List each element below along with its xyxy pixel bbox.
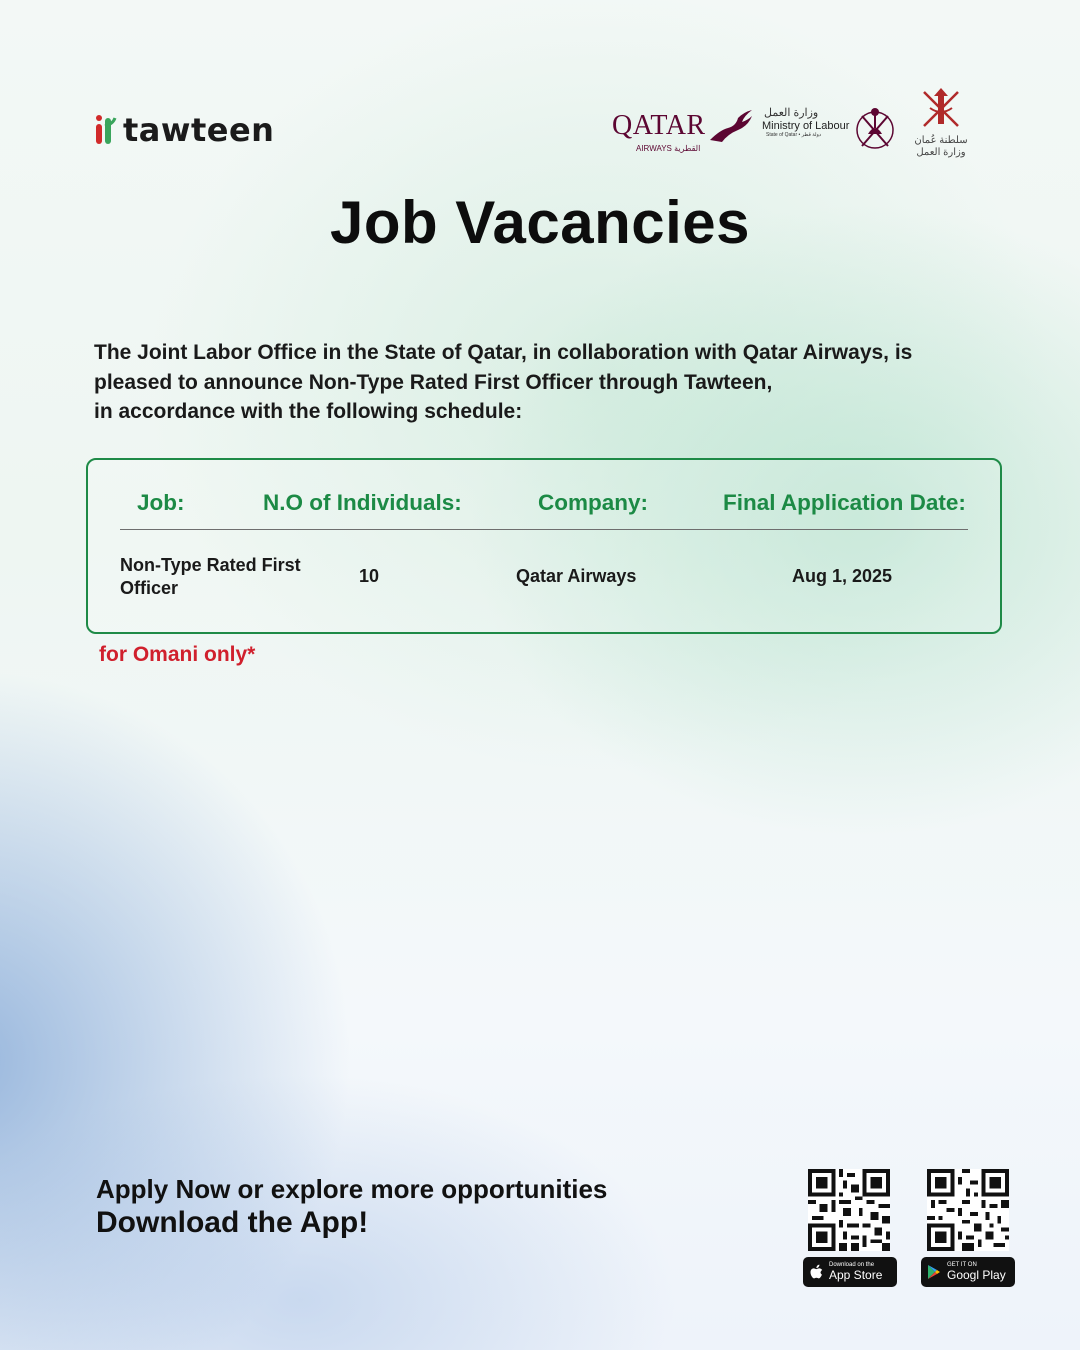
ministry-labour-logo xyxy=(760,106,900,156)
google-play-qr-code[interactable] xyxy=(927,1169,1009,1251)
qatar-emblem-icon xyxy=(852,106,898,154)
cell-job-line: Non-Type Rated First xyxy=(120,555,301,575)
qatar-airways-sub-en: AIRWAYS xyxy=(636,144,672,153)
cell-company: Qatar Airways xyxy=(516,566,637,586)
cell-job-line: Officer xyxy=(120,578,179,598)
google-play-icon xyxy=(927,1264,941,1280)
intro-paragraph xyxy=(94,338,994,427)
eligibility-note: for Omani only* xyxy=(99,643,256,666)
qatar-airways-logo xyxy=(612,112,757,156)
oman-ministry-name: سلطنة عُمان وزارة العمل xyxy=(914,135,968,158)
vacancy-table xyxy=(86,458,1002,634)
ministry-name-ar: وزارة العمل xyxy=(764,107,819,119)
oman-emblem-icon xyxy=(908,86,974,130)
header-final-date: Final Application Date: xyxy=(723,490,966,515)
cta-text: Apply Now or explore more opportunities xyxy=(96,1174,608,1204)
table-divider xyxy=(120,529,968,530)
tawteen-wordmark: tawteen xyxy=(123,111,275,149)
intro-line: pleased to announce Non-Type Rated First Officer through Tawteen, xyxy=(94,370,773,394)
ministry-state: State of Qatar • دولة قطر xyxy=(766,132,822,138)
apple-icon xyxy=(809,1264,823,1281)
intro-line: in accordance with the following schedule: xyxy=(94,400,523,423)
app-store-small-text: Download on the xyxy=(829,1262,875,1268)
tawteen-logo xyxy=(95,112,274,148)
header-individuals: N.O of Individuals: xyxy=(263,490,462,515)
google-play-button[interactable] xyxy=(921,1257,1015,1287)
cell-final-date: Aug 1, 2025 xyxy=(792,566,893,586)
cell-job xyxy=(120,554,301,600)
cell-individuals: 10 xyxy=(359,566,380,586)
google-play-label: Googl Play xyxy=(947,1268,1006,1282)
app-store-qr-code[interactable] xyxy=(808,1169,890,1251)
tawteen-mark-icon xyxy=(95,114,117,146)
oman-ministry-logo xyxy=(908,86,974,158)
header-job: Job: xyxy=(137,490,185,515)
app-store-label: App Store xyxy=(829,1268,883,1282)
google-play-small-text: GET IT ON xyxy=(947,1262,977,1268)
qatar-airways-name: QATAR xyxy=(612,110,706,141)
header-company: Company: xyxy=(538,490,649,515)
ministry-name-en: Ministry of Labour xyxy=(762,120,850,132)
app-store-button[interactable] xyxy=(803,1257,897,1287)
qatar-airways-sub-ar: القطرية xyxy=(674,144,701,153)
cta-heading: Download the App! xyxy=(96,1206,369,1239)
intro-line: The Joint Labor Office in the State of Qatar, in collaboration with Qatar Airways, is xyxy=(94,341,913,364)
oryx-icon xyxy=(708,110,754,144)
page-title: Job Vacancies xyxy=(329,189,751,256)
